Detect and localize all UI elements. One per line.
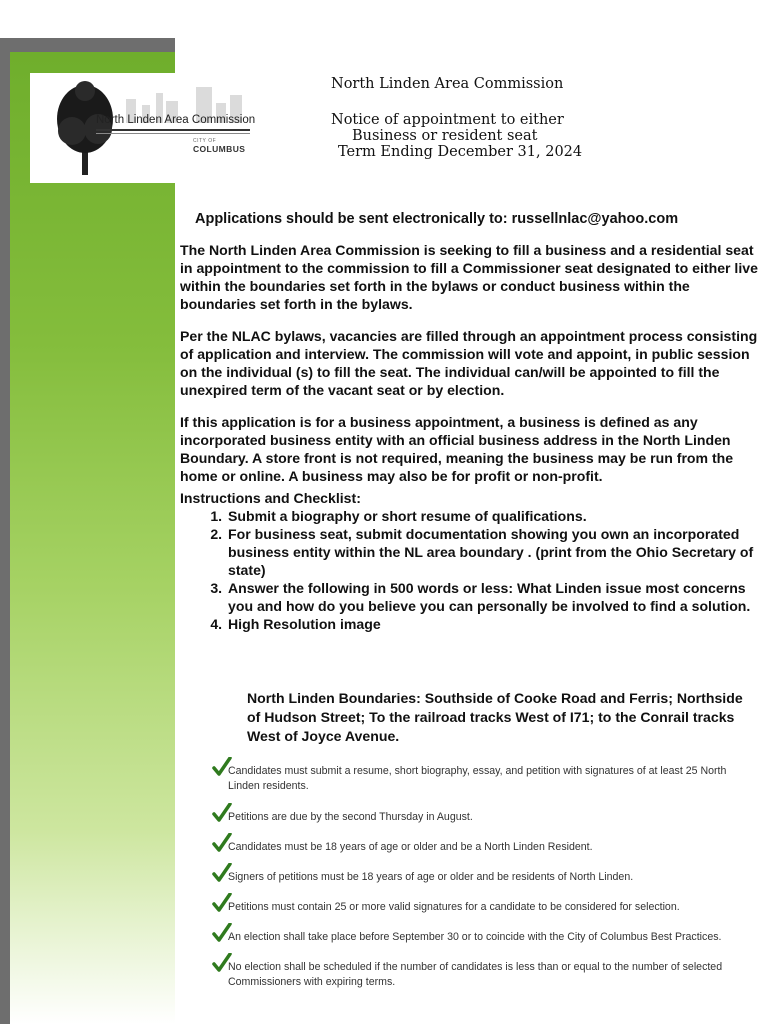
header-term: Term Ending December 31, 2024: [338, 144, 583, 160]
checklist-text: Candidates must be 18 years of age or older and be a North Linden Resident.: [228, 841, 593, 853]
logo-city-of: CITY OF: [193, 138, 217, 144]
instruction-item: 2. For business seat, submit documentation showing you own an incorporated business entity within the NL area boundary . (print from the Ohio Secretary of state): [226, 525, 765, 579]
checkmark-icon: [212, 863, 232, 883]
paragraph-seeking: The North Linden Area Commission is seeking to fill a business and a residential seat in appointment to the commission to fill a Commissioner seat designated to either live within the boundaries set forth in the bylaws or conduct business within the boundaries set forth in the bylaws.: [180, 242, 758, 312]
header-notice-line1: Notice of appointment to either: [331, 112, 564, 128]
checklist-text: Signers of petitions must be 18 years of age or older and be residents of North Linden.: [228, 871, 634, 883]
checkmark-icon: [212, 833, 232, 853]
checklist-item: [212, 930, 752, 945]
checklist-text: An election shall take place before September 30 or to coincide with the City of Columbus Best Practices.: [228, 931, 722, 943]
instruction-item: 4. High Resolution image: [226, 615, 765, 633]
checklist-text: Petitions are due by the second Thursday in August.: [228, 811, 473, 823]
north-linden-boundaries: North Linden Boundaries: Southside of Cooke Road and Ferris; Northside of Hudson Street; To the railroad tracks West of I71; to the Conrail tracks West of Joyce Avenue.: [247, 690, 743, 744]
checkmark-icon: [212, 953, 232, 973]
header-notice-line2: Business or resident seat: [352, 128, 538, 144]
checkmark-icon: [212, 893, 232, 913]
checkmark-icon: [212, 923, 232, 943]
logo-rule-thin: [96, 133, 250, 134]
instruction-item: 3. Answer the following in 500 words or less: What Linden issue most concerns you and how do you believe you can personally be involved to find a solution.: [226, 579, 765, 615]
instructions-list: [180, 507, 765, 633]
checklist-item: [212, 764, 752, 794]
notice-body: [180, 241, 765, 633]
checklist-text: No election shall be scheduled if the number of candidates is less than or equal to the number of selected Commissioners with expiring terms.: [228, 961, 723, 988]
application-email-line: Applications should be sent electronically to: russellnlac@yahoo.com: [195, 211, 679, 227]
nlac-logo: [30, 73, 255, 183]
checklist-item: [212, 810, 752, 825]
paragraph-bylaws: Per the NLAC bylaws, vacancies are filled through an appointment process consisting of application and interview. The commission will vote and appoint, in public session on the individual (s) to fill the seat. The individual can/will be appointed to fill the unexpired term of the vacant seat or by election.: [180, 328, 758, 398]
checklist-text: Candidates must submit a resume, short biography, essay, and petition with signatures of at least 25 North Linden residents.: [228, 765, 727, 792]
logo-columbus: COLUMBUS: [193, 144, 246, 154]
checkmark-icon: [212, 803, 232, 823]
top-margin: [0, 0, 770, 38]
checklist-item: [212, 870, 752, 885]
checklist-item: [212, 960, 752, 990]
checklist-item: [212, 840, 752, 855]
green-gradient-bar: [10, 52, 175, 1024]
checklist-text: Petitions must contain 25 or more valid signatures for a candidate to be considered for selection.: [228, 901, 680, 913]
checkmark-icon: [212, 757, 232, 777]
logo-rule: [96, 129, 250, 131]
instruction-item: 1. Submit a biography or short resume of qualifications.: [226, 507, 765, 525]
checklist: [212, 764, 752, 990]
logo-org-name: North Linden Area Commission: [96, 114, 256, 126]
notice-header: [322, 76, 582, 160]
checklist-item: [212, 900, 752, 915]
header-org: North Linden Area Commission: [331, 76, 564, 92]
paragraph-business-definition: If this application is for a business appointment, a business is defined as any incorporated business entity with an official business address in the North Linden Boundary. A store front is not required, meaning the business may be run from the home or online. A business may also be for profit or non-profit.: [180, 414, 734, 484]
instructions-heading: Instructions and Checklist:: [180, 490, 361, 506]
